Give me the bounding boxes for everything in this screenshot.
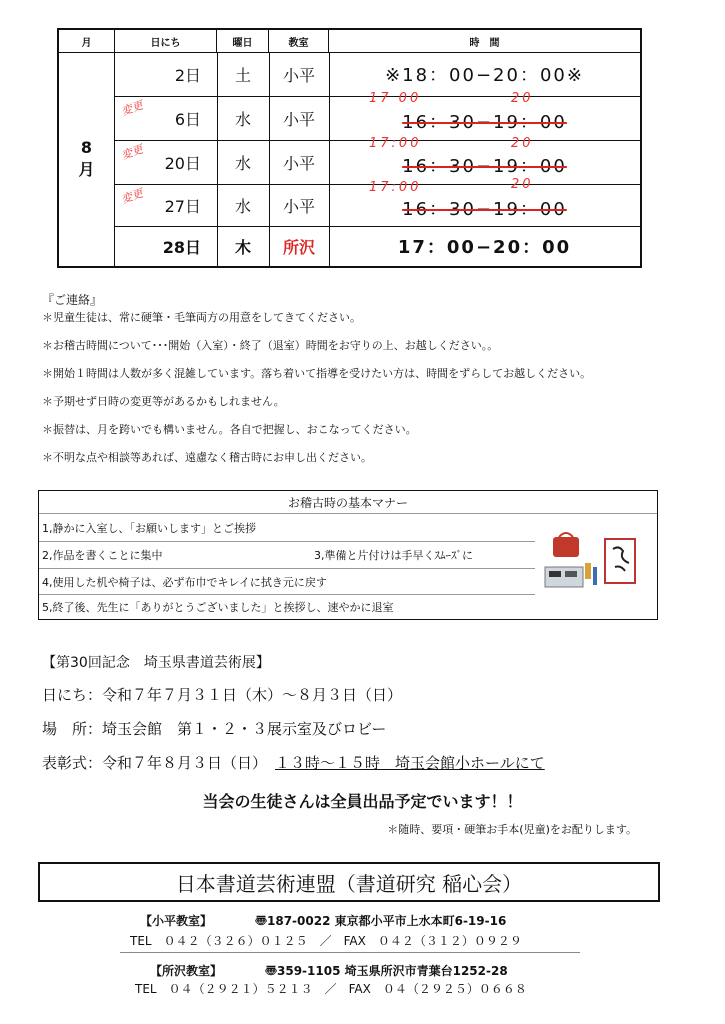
calligraphy-tools-illustration	[539, 527, 651, 611]
notice-item: ＊児童生徒は、常に硬筆・毛筆両方の用意をしてきてください。	[42, 311, 361, 324]
row-time	[329, 146, 640, 184]
new-end-time: 20	[511, 136, 534, 151]
row-date: 28日	[162, 237, 201, 257]
new-end-time: 20	[511, 91, 534, 106]
ink-bottle-icon	[585, 563, 591, 579]
header-month: 月	[59, 30, 115, 52]
row-date: 27日	[164, 196, 201, 216]
kodaira-address: 〠187-0022 東京都小平市上水本町6-19-16	[255, 914, 507, 928]
row-time: ※18：00−20：00※	[385, 65, 584, 86]
notices-title: 『ご連絡』	[42, 293, 103, 307]
row-time	[329, 102, 640, 140]
calligraphy-scroll-icon	[605, 539, 635, 583]
row-time: 17：00−20：00	[397, 237, 572, 258]
address-divider	[120, 952, 580, 953]
new-start-time: 17:00	[369, 180, 422, 195]
notice-item: ＊お稽古時間について･･･開始（入室）・終了（退室）時間をお守りの上、お越しください。。	[42, 339, 499, 352]
manner-item: 5,終了後、先生に「ありがとうございました」と挨拶し、速やかに退室	[42, 601, 394, 614]
kodaira-label: 【小平教室】	[140, 914, 213, 928]
row-time-old: 16：30−19：00	[402, 112, 567, 133]
ceremony-time: １３時～１５時 埼玉会館小ホールにて	[275, 754, 545, 772]
manner-item: 4,使用した机や椅子は、必ず布巾でキレイに拭き元に戻す	[42, 576, 327, 589]
exhibition-title: 【第30回記念 埼玉県書道芸術展】	[42, 655, 270, 671]
exhibition-venue: 場 所：埼玉会館 第１・２・３展示室及びロビー	[42, 720, 387, 738]
row-date: 2日	[174, 65, 201, 85]
header-room: 教室	[269, 30, 329, 52]
row-date: 20日	[164, 153, 201, 173]
header-weekday: 曜日	[217, 30, 269, 52]
month-number: 8	[80, 138, 93, 157]
row-time-old: 16：30−19：00	[402, 156, 567, 177]
row-room: 小平	[282, 65, 315, 85]
notice-item: ＊振替は、月を跨いでも構いません。各自で把握し、おこなってください。	[42, 423, 417, 436]
month-cell	[59, 52, 115, 266]
row-date: 6日	[174, 109, 201, 129]
tokorozawa-address: 〠359-1105 埼玉県所沢市青葉台1252-28	[265, 964, 508, 978]
new-start-time: 17:00	[369, 136, 422, 151]
row-time-old: 16：30−19：00	[402, 199, 567, 220]
notice-item: ＊不明な点や相談等あれば、遠慮なく稽古時にお申し出ください。	[42, 451, 372, 464]
schedule-table	[57, 28, 642, 268]
organization-name: 日本書道芸術連盟（書道研究 稲心会）	[38, 862, 660, 902]
row-room: 小平	[282, 153, 315, 173]
kodaira-contact: TEL ０４２（３２６）０１２５ ／ FAX ０４２（３１２）０９２９	[130, 934, 522, 948]
row-weekday: 木	[234, 237, 251, 257]
change-note: 変更	[119, 98, 145, 119]
row-weekday: 水	[234, 153, 251, 173]
manner-item: 3,準備と片付けは手早くｽﾑｰｽﾞに	[314, 549, 473, 562]
row-weekday: 土	[234, 65, 251, 85]
change-note: 変更	[119, 186, 145, 207]
new-start-time: 17 00	[369, 91, 422, 106]
exhibition-announcement: 当会の生徒さんは全員出品予定でいます！！	[202, 792, 523, 811]
header-time: 時 間	[469, 37, 500, 49]
row-room: 所沢	[282, 237, 315, 257]
tokorozawa-contact: TEL ０４（２９２１）５２１３ ／ FAX ０４（２９２５）０６６８	[135, 982, 527, 996]
exhibition-footnote: ＊随時、要項・硬筆お手本(児童)をお配りします。	[387, 823, 637, 836]
manner-item: 2,作品を書くことに集中	[42, 549, 163, 562]
row-room: 小平	[282, 109, 315, 129]
exhibition-dates: 日にち：令和７年７月３１日（木）～８月３日（日）	[42, 686, 403, 704]
row-room: 小平	[282, 196, 315, 216]
change-note: 変更	[119, 142, 145, 163]
row-weekday: 水	[234, 196, 251, 216]
red-bag-icon	[553, 537, 579, 557]
month-suffix: 月	[78, 160, 95, 179]
exhibition-ceremony	[42, 752, 545, 773]
row-time	[329, 190, 640, 226]
ceremony-date: 表彰式：令和７年８月３日（日）	[42, 754, 268, 772]
tokorozawa-label: 【所沢教室】	[150, 964, 223, 978]
notice-item: ＊予期せず日時の変更等があるかもしれません。	[42, 395, 285, 408]
notice-item: ＊開始１時間は人数が多く混雑しています。落ち着いて指導を受けたい方は、時間をずらしてお越しください。	[42, 367, 592, 380]
manner-item: 1,静かに入室し、「お願いします」とご挨拶	[42, 522, 256, 535]
manners-box	[38, 490, 658, 620]
header-date: 日にち	[115, 30, 217, 52]
new-end-time: 20	[511, 177, 534, 192]
brush-icon	[593, 567, 597, 585]
row-weekday: 水	[234, 109, 251, 129]
manners-title: お稽古時の基本マナー	[287, 496, 408, 510]
